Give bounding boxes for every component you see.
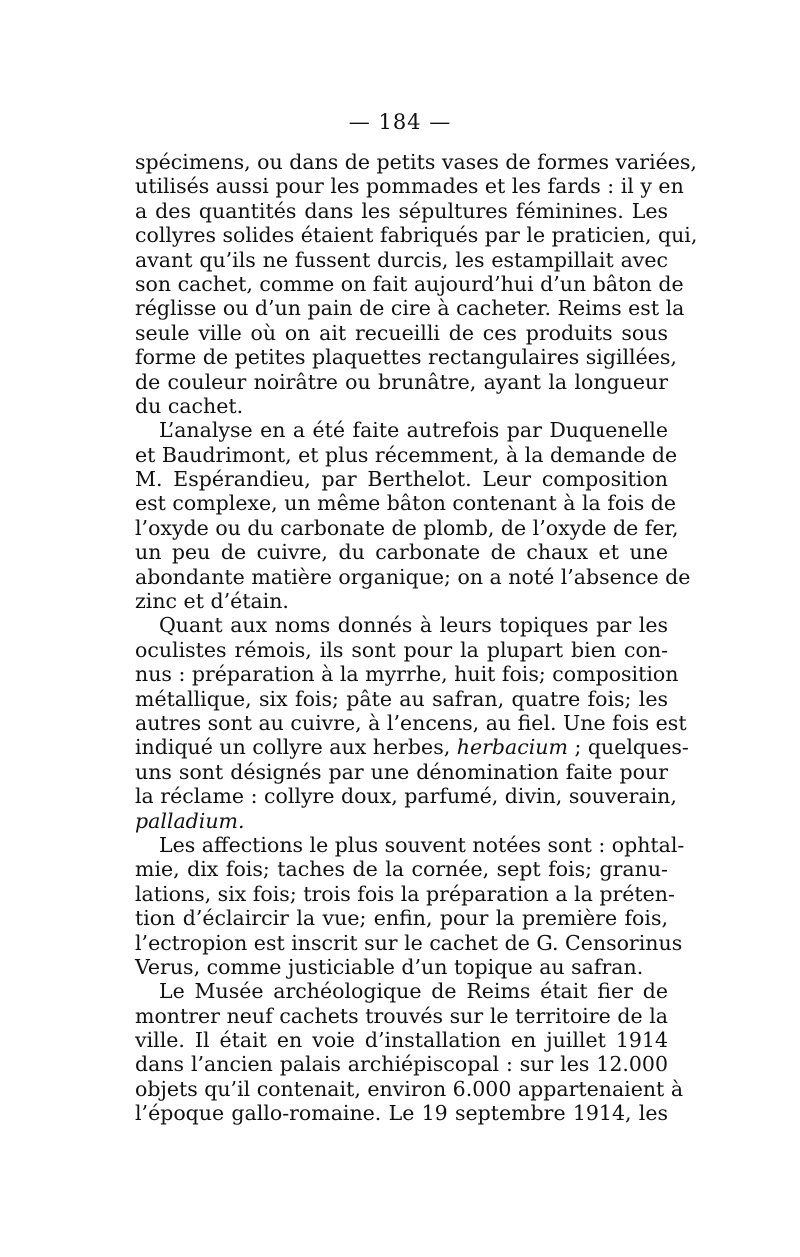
text-line: mie, dix fois; taches de la cornée, sept fois; granu-: [135, 857, 668, 882]
text-line: lations, six fois; trois fois la préparation a la préten-: [135, 881, 675, 906]
text-line: l’époque gallo-romaine. Le 19 septembre 1914, les: [135, 1101, 668, 1126]
text-line: dans l’ancien palais archiépiscopal : sur les 12.000: [135, 1052, 668, 1077]
italic-term-herbacium: herbacium: [456, 735, 568, 760]
text-line: Le Musée archéologique de Reims était fier de: [159, 979, 668, 1004]
text-line: uns sont désignés par une dénomination faite pour: [135, 759, 668, 784]
text-line: autres sont au cuivre, à l’encens, au fiel. Une fois est: [135, 710, 687, 735]
text-line: Verus, comme justiciable d’un topique au safran.: [135, 954, 644, 979]
text-line: du cachet.: [135, 393, 244, 418]
text-line: est complexe, un même bâton contenant à la fois de: [135, 491, 677, 516]
italic-term-palladium: palladium.: [135, 808, 245, 833]
text-line: la réclame : collyre doux, parfumé, divin, souverain,: [135, 784, 677, 809]
text-line: un peu de cuivre, du carbonate de chaux et une: [135, 540, 668, 565]
text-line: objets qu’il contenait, environ 6.000 appartenaient à: [135, 1076, 684, 1101]
text-segment: indiqué un collyre aux herbes,: [135, 735, 451, 760]
text-line: Quant aux noms donnés à leurs topiques par les: [159, 613, 668, 638]
text-line: et Baudrimont, et plus récemment, à la demande de: [135, 442, 678, 467]
text-line: a des quantités dans les sépultures féminines. Les: [135, 198, 668, 223]
text-line: avant qu’ils ne fussent durcis, les estampillait avec: [135, 247, 668, 272]
text-line: l’ectropion est inscrit sur le cachet de G. Censorinus: [135, 930, 683, 955]
text-line: son cachet, comme on fait aujourd’hui d’un bâton de: [135, 271, 684, 296]
text-segment: ; quelques-: [567, 735, 689, 760]
text-line: métallique, six fois; pâte au safran, quatre fois; les: [135, 686, 668, 711]
text-line: oculistes rémois, ils sont pour la plupart bien con-: [135, 637, 668, 662]
text-line: nus : préparation à la myrrhe, huit fois; composition: [135, 662, 679, 687]
text-line: forme de petites plaquettes rectangulaires sigillées,: [135, 345, 677, 370]
text-line: réglisse ou d’un pain de cire à cacheter. Reims est la: [135, 296, 685, 321]
page-number: — 184 —: [348, 110, 452, 134]
text-line: seule ville où on ait recueilli de ces produits sous: [135, 320, 668, 345]
text-line: montrer neuf cachets trouvés sur le territoire de la: [135, 1003, 668, 1028]
text-line: tion d’éclaircir la vue; enfin, pour la première fois,: [135, 906, 668, 931]
text-line: de couleur noirâtre ou brunâtre, ayant la longueur: [135, 369, 668, 394]
text-line: abondante matière organique; on a noté l’absence de: [135, 564, 691, 589]
text-line: collyres solides étaient fabriqués par le praticien, qui,: [135, 223, 698, 248]
text-line-mixed: [135, 735, 689, 760]
text-line: M. Espérandieu, par Berthelot. Leur composition: [135, 467, 668, 492]
text-line: L’analyse en a été faite autrefois par Duquenelle: [159, 418, 668, 443]
text-line: spécimens, ou dans de petits vases de formes variées,: [135, 150, 697, 174]
text-line: utilisés aussi pour les pommades et les fards : il y en: [135, 174, 684, 199]
text-line: Les affections le plus souvent notées sont : ophtal-: [159, 832, 685, 857]
text-line: zinc et d’étain.: [135, 589, 289, 614]
text-line-italic: [135, 809, 668, 833]
text-line: ville. Il était en voie d’installation en juillet 1914: [135, 1028, 668, 1053]
body-text: [135, 150, 698, 1126]
text-line: l’oxyde ou du carbonate de plomb, de l’oxyde de fer,: [135, 515, 679, 540]
